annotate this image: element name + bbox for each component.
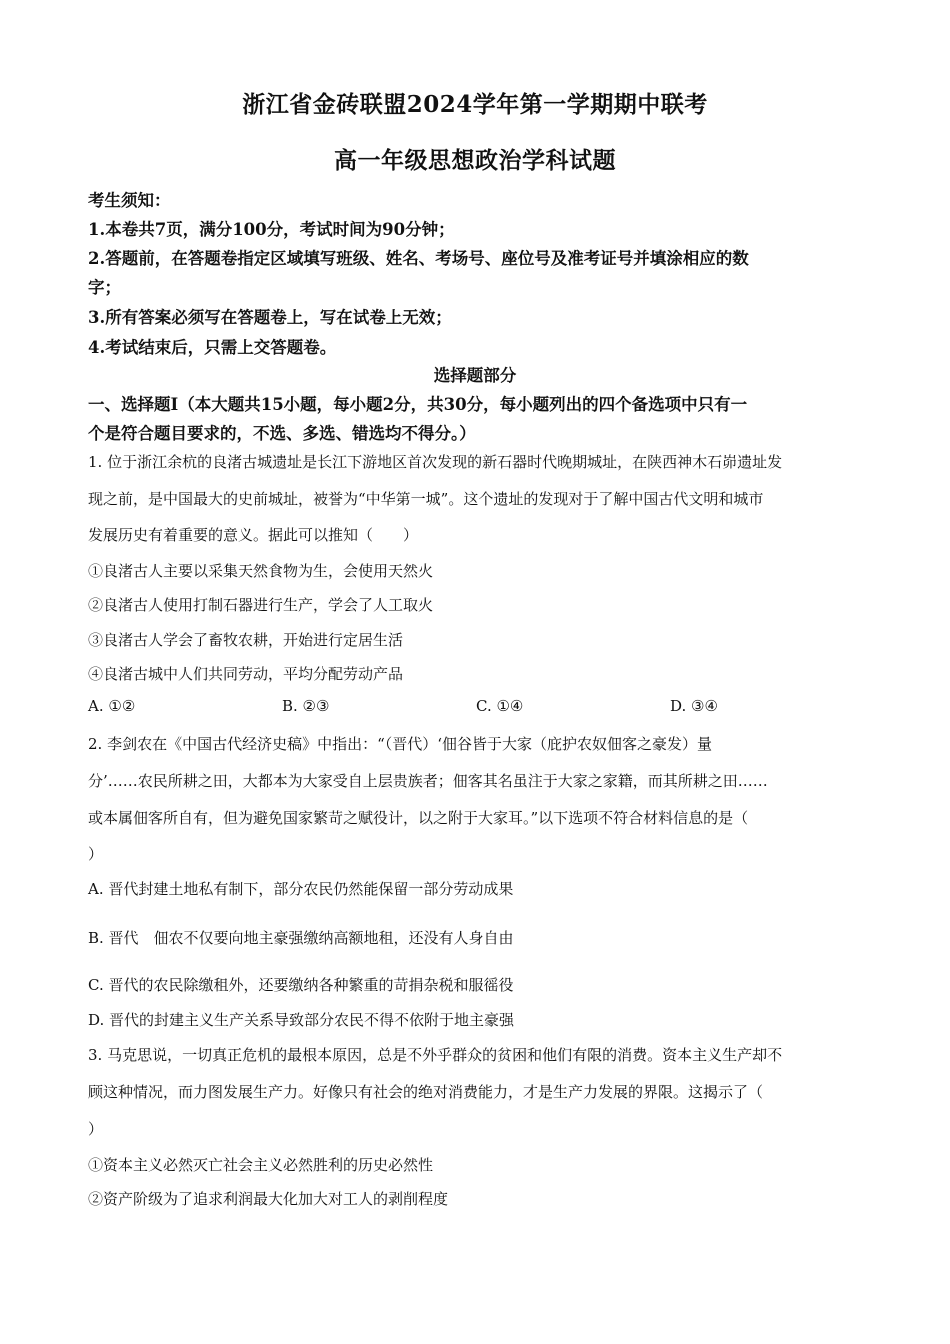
- q1-option-d: D. ③④: [670, 697, 718, 715]
- q1-statement: ④良渚古城中人们共同劳动，平均分配劳动产品: [88, 665, 404, 683]
- notice-item: 3.所有答案必须写在答题卷上，写在试卷上无效；: [88, 308, 452, 327]
- q3-stem-line: 3. 马克思说，一切真正危机的最根本原因，总是不外乎群众的贫困和他们有限的消费。资本主义生产却不: [88, 1046, 783, 1064]
- notice-item: 1.本卷共7页，满分100分，考试时间为90分钟；: [88, 220, 455, 239]
- q2-option-a: A. 晋代封建土地私有制下，部分农民仍然能保留一部分劳动成果: [88, 880, 514, 898]
- q2-stem-line: 2. 李剑农在《中国古代经济史稿》中指出：“（晋代）‘佃谷皆于大家（庇护农奴佃客之豪发）量: [88, 735, 713, 753]
- q1-statement: ①良渚古人主要以采集天然食物为生，会使用天然火: [88, 562, 434, 580]
- q1-option-c: C. ①④: [476, 697, 524, 715]
- section-title: 选择题部分: [433, 366, 517, 385]
- part-heading-line1: 一、选择题Ⅰ（本大题共15小题，每小题2分，共30分，每小题列出的四个备选项中只有一: [88, 395, 748, 414]
- q2-option-d: D. 晋代的封建主义生产关系导致部分农民不得不依附于地主豪强: [88, 1011, 515, 1029]
- notice-item: 2.答题前，在答题卷指定区域填写班级、姓名、考场号、座位号及准考证号并填涂相应的数: [88, 249, 749, 268]
- q1-option-b: B. ②③: [282, 697, 330, 715]
- q3-statement: ①资本主义必然灭亡社会主义必然胜利的历史必然性: [88, 1156, 434, 1174]
- q1-stem-line: 现之前，是中国最大的史前城址，被誉为“中华第一城”。这个遗址的发现对于了解中国古代文明和城市: [88, 490, 764, 508]
- q2-option-c: C. 晋代的农民除缴租外，还要缴纳各种繁重的苛捐杂税和服徭役: [88, 976, 514, 994]
- q2-stem-line: 分’……农民所耕之田，大都本为大家受自上层贵族者；佃客其名虽注于大家之家籍，而其所耕之田……: [88, 772, 768, 790]
- notice-heading: 考生须知：: [88, 191, 171, 210]
- q3-stem-line: ）: [88, 1120, 104, 1138]
- part-heading-line2: 个是符合题目要求的，不选、多选、错选均不得分。）: [88, 424, 476, 443]
- q1-statement: ②良渚古人使用打制石器进行生产，学会了人工取火: [88, 596, 434, 614]
- q1-stem-line: 发展历史有着重要的意义。据此可以推知（ ）: [88, 526, 419, 544]
- q2-stem-line: ）: [88, 845, 104, 863]
- q1-stem-line: 1. 位于浙江余杭的良渚古城遗址是长江下游地区首次发现的新石器时代晚期城址，在陕西神木石峁遗址发: [88, 453, 783, 471]
- q2-option-b: B. 晋代 佃农不仅要向地主豪强缴纳高额地租，还没有人身自由: [88, 929, 514, 947]
- q2-stem-line: 或本属佃客所自有，但为避免国家繁苛之赋役计，以之附于大家耳。”以下选项不符合材料信息的是（: [88, 809, 749, 827]
- exam-subtitle: 高一年级思想政治学科试题: [334, 147, 616, 174]
- q3-statement: ②资产阶级为了追求利润最大化加大对工人的剥削程度: [88, 1190, 449, 1208]
- exam-title: 浙江省金砖联盟2024学年第一学期期中联考: [242, 91, 708, 118]
- notice-item: 4.考试结束后，只需上交答题卷。: [88, 338, 337, 357]
- notice-item: 字；: [88, 278, 121, 297]
- q1-option-a: A. ①②: [88, 697, 136, 715]
- q1-statement: ③良渚古人学会了畜牧农耕，开始进行定居生活: [88, 631, 404, 649]
- q3-stem-line: 顾这种情况，而力图发展生产力。好像只有社会的绝对消费能力，才是生产力发展的界限。这揭示了（: [88, 1083, 764, 1101]
